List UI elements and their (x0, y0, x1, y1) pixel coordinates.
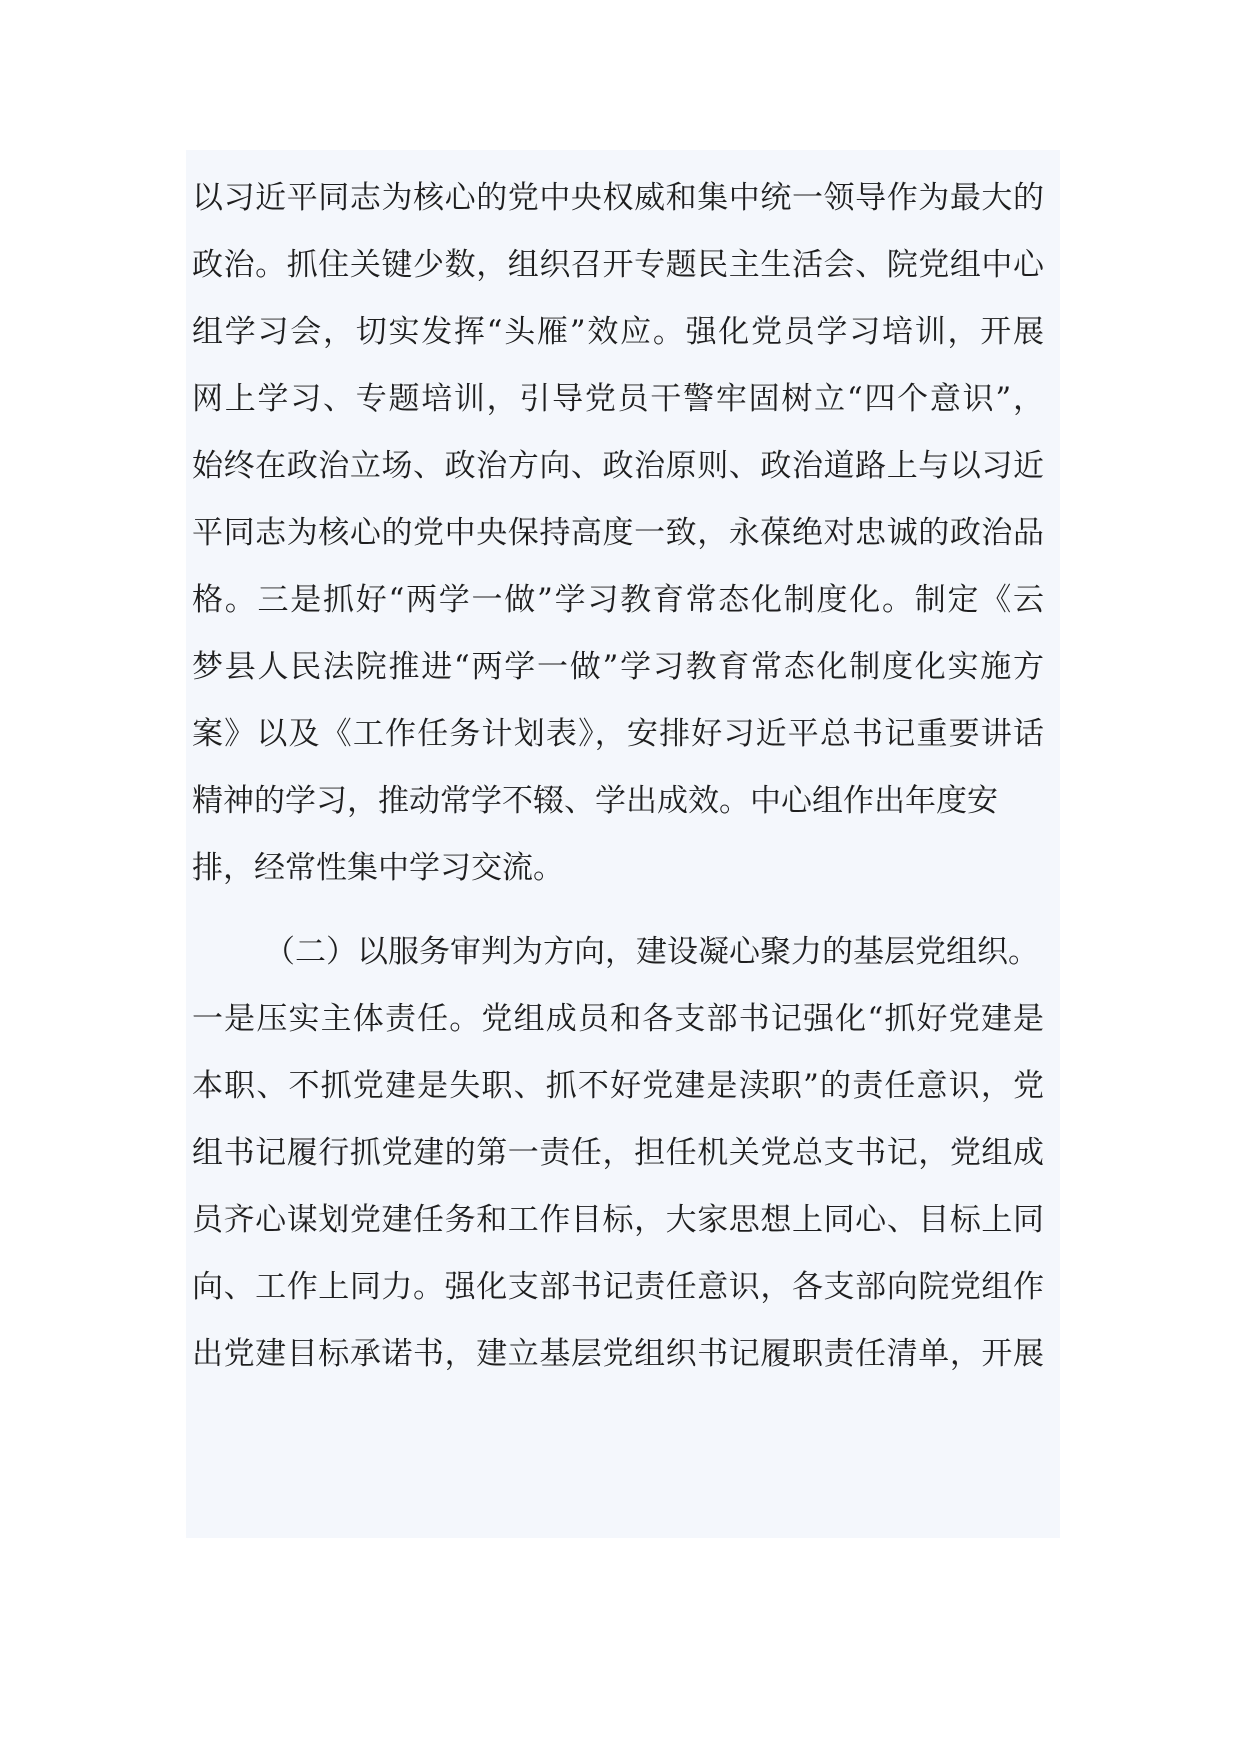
paragraph-2-heading: （二）以服务审判为方向，建设凝心聚力的基层党组织。 (264, 934, 1039, 970)
paragraph-1-line-4: 网上学习、专题培训，引导党员干警牢固树立“四个意识”， (192, 381, 1044, 417)
paragraph-1-line-11: 排，经常性集中学习交流。 (192, 850, 564, 886)
highlighted-text-block (186, 150, 1060, 1538)
paragraph-2-line-3: 本职、不抓党建是失职、抓不好党建是渎职”的责任意识，党 (192, 1068, 1044, 1104)
paragraph-1-line-1: 以习近平同志为核心的党中央权威和集中统一领导作为最大的 (192, 180, 1044, 216)
paragraph-2-line-7: 出党建目标承诺书，建立基层党组织书记履职责任清单，开展 (192, 1336, 1044, 1372)
paragraph-1-line-9: 案》以及《工作任务计划表》，安排好习近平总书记重要讲话 (192, 716, 1044, 752)
paragraph-1-line-2: 政治。抓住关键少数，组织召开专题民主生活会、院党组中心 (192, 247, 1044, 283)
paragraph-2-line-2: 一是压实主体责任。党组成员和各支部书记强化“抓好党建是 (192, 1001, 1044, 1037)
paragraph-1-line-8: 梦县人民法院推进“两学一做”学习教育常态化制度化实施方 (192, 649, 1044, 685)
paragraph-2-line-5: 员齐心谋划党建任务和工作目标，大家思想上同心、目标上同 (192, 1202, 1044, 1238)
paragraph-1-line-7: 格。三是抓好“两学一做”学习教育常态化制度化。制定《云 (192, 582, 1044, 618)
paragraph-1-line-6: 平同志为核心的党中央保持高度一致，永葆绝对忠诚的政治品 (192, 515, 1044, 551)
paragraph-2-line-4: 组书记履行抓党建的第一责任，担任机关党总支书记，党组成 (192, 1135, 1044, 1171)
paragraph-1-line-10: 精神的学习，推动常学不辍、学出成效。中心组作出年度安 (192, 783, 998, 819)
paragraph-1-line-3: 组学习会，切实发挥“头雁”效应。强化党员学习培训，开展 (192, 314, 1044, 350)
paragraph-1-line-5: 始终在政治立场、政治方向、政治原则、政治道路上与以习近 (192, 448, 1044, 484)
paragraph-2-line-6: 向、工作上同力。强化支部书记责任意识，各支部向院党组作 (192, 1269, 1044, 1305)
